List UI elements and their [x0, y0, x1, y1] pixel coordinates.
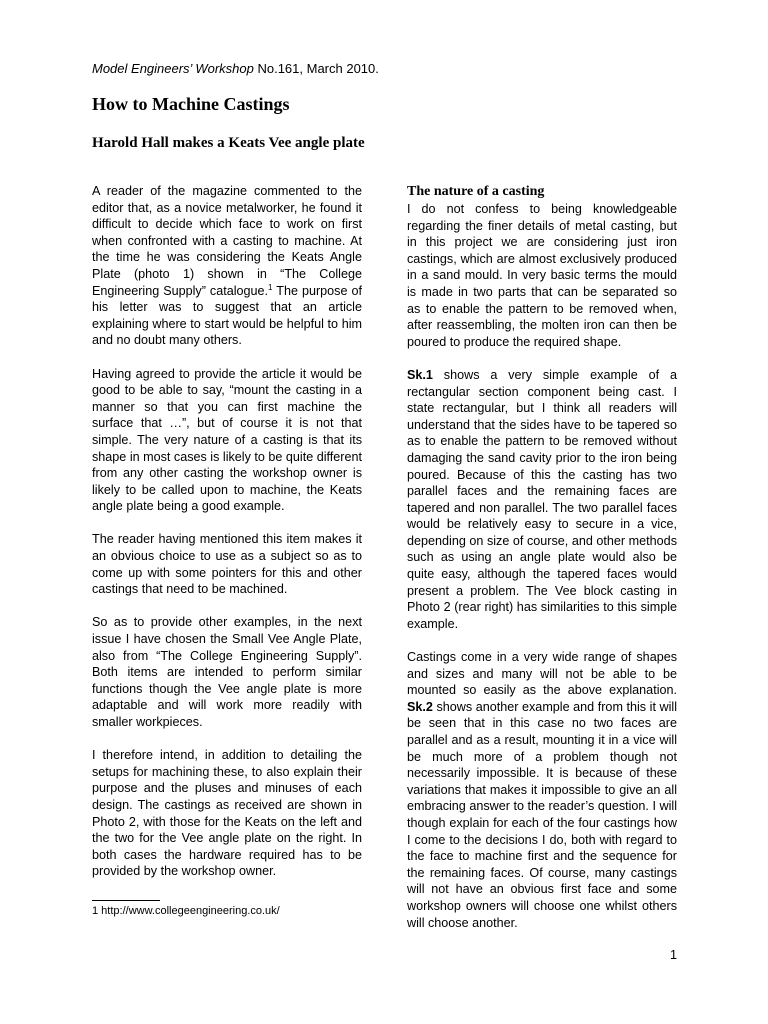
paragraph: [407, 649, 677, 931]
paragraph: Having agreed to provide the article it would be good to be able to say, “mount the casting in a manner so that you can first machine the surface that …”, but of course it is not that simple. The very nature of a casting is that its shape in most cases is likely to be quite different from any other casting the workshop owner is likely to be called upon to machine, the Keats angle plate being a good example.: [92, 366, 362, 514]
paragraph-text: A reader of the magazine commented to the editor that, as a novice metalworker, he found it difficult to decide which face to work on first when confronted with a casting to machine. At the time he was considering the Keats Angle Plate (photo 1) shown in “The College Engineering Supply” catalogue.: [92, 184, 362, 298]
paragraph: The reader having mentioned this item makes it an obvious choice to use as a subject so as to come up with some pointers for this and other castings that need to be machined.: [92, 532, 362, 597]
paragraph-text: shows a very simple example of a rectangular section component being cast. I state rectangular, but I think all readers will understand that the sides have to be tapered so as to enable the pattern to be removed without damaging the sand cavity prior to the iron being poured. Because of this the casting has two parallel faces and the remaining faces are tapered and non parallel. The two parallel faces would be relatively easy to secure in a vice, depending on size of course, and other methods such as using an angle plate would also be quite easy, although the tapered faces would present a problem. The Vee block casting in Photo 2 (rear right) has similarities to this simple example.: [407, 367, 677, 631]
paragraph: [407, 367, 677, 633]
page-number: 1: [670, 948, 678, 962]
article-subtitle: Harold Hall makes a Keats Vee angle plate: [92, 135, 365, 151]
paragraph-text: Castings come in a very wide range of shapes and sizes and many will not be able to be mounted so easily as the above explanation.: [407, 650, 677, 698]
right-column: [407, 183, 677, 948]
footnote-divider: [92, 900, 160, 901]
magazine-name: Model Engineers’ Workshop: [92, 61, 254, 76]
paragraph-text: shows another example and from this it will be seen that in this case no two faces are parallel and as a result, mounting it in a vice will be much more of a problem though not necessarily impossible. It is because of these variations that makes it impossible to give an all embracing answer to the reader’s question. I will though explain for each of the four castings how I come to the decisions I do, both with regard to the face to machine first and the sequence for the remaining faces. Of course, many castings will not have an obvious first face and some workshop owners will choose one whilst others will choose another.: [407, 699, 677, 930]
paragraph: I therefore intend, in addition to detailing the setups for machining these, to also explain their purpose and the pluses and minuses of each design. The castings as received are shown in Photo 2, with those for the Keats on the left and the two for the Vee angle plate on the right. In both cases the hardware required has to be provided by the workshop owner.: [92, 748, 362, 879]
left-column: [92, 183, 362, 897]
issue-info: No.161, March 2010.: [253, 61, 379, 76]
paragraph: So as to provide other examples, in the next issue I have chosen the Small Vee Angle Plate, also from “The College Engineering Supply”. Both items are intended to perform similar functions though the Vee angle plate is more adaptable and will work more readily with smaller workpieces.: [92, 615, 362, 729]
sketch-reference: Sk.1: [407, 367, 433, 382]
footnote: 1 http://www.collegeengineering.co.uk/: [92, 905, 280, 917]
footnote-reference: 1: [268, 282, 273, 292]
section-heading: The nature of a casting: [407, 184, 545, 199]
paragraph-text: The purpose of his letter was to suggest that an article explaining where to start would be helpful to him and no doubt many others.: [92, 283, 362, 348]
running-head: [92, 61, 379, 76]
sketch-reference: Sk.2: [407, 699, 433, 714]
article-title: How to Machine Castings: [92, 94, 290, 114]
paragraph: I do not confess to being knowledgeable regarding the finer details of metal casting, but in this project we are considering just iron castings, which are almost exclusively produced in a sand mould. In very basic terms the mould is made in two parts that can be separated so as to enable the pattern to be removed when, after reassembling, the molten iron can then be poured to produce the required shape.: [407, 202, 677, 349]
paragraph: [92, 183, 362, 349]
